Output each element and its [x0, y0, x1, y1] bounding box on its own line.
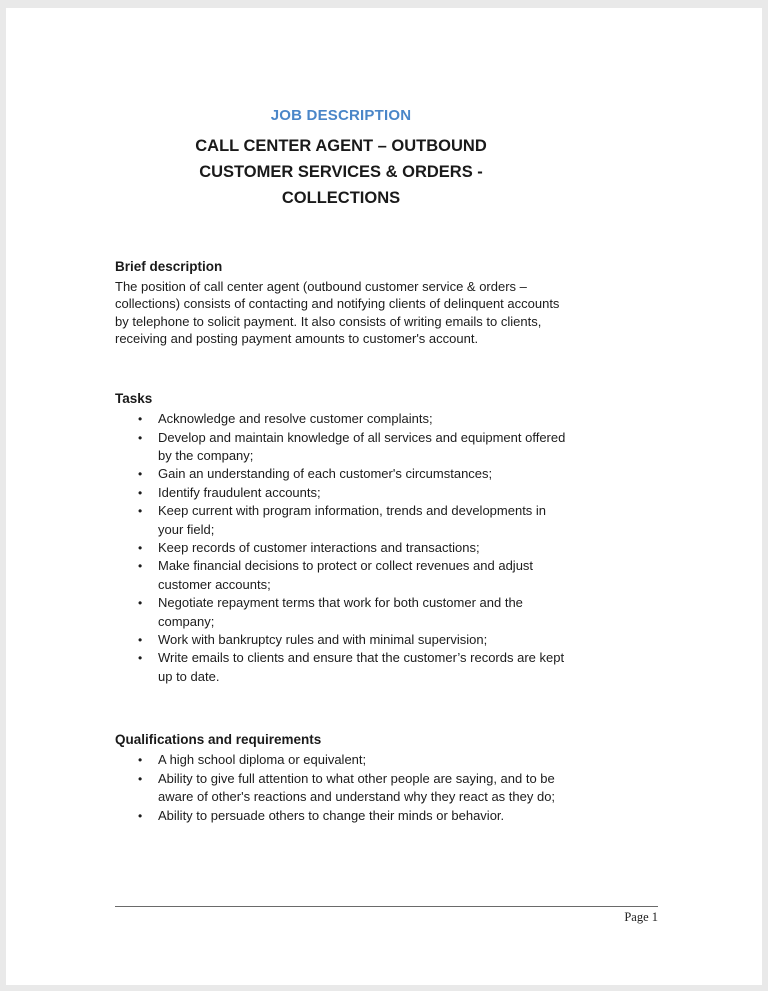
bullet-icon: • [138, 485, 143, 500]
document-title [115, 133, 567, 211]
section-brief-description [115, 259, 567, 347]
bullet-icon: • [138, 504, 143, 519]
qualifications-list [115, 751, 567, 825]
list-item-text: Keep records of customer interactions and transactions; [158, 540, 480, 556]
list-item-text: Identify fraudulent accounts; [158, 484, 321, 500]
list-item [115, 807, 567, 825]
list-item-text: Keep current with program information, trends and developments in your field; [158, 503, 547, 537]
section-qualifications [115, 732, 567, 825]
list-item-text: Ability to give full attention to what other people are saying, and to be aware of other's reactions and understand why they react as they do; [158, 770, 556, 805]
list-item [115, 539, 567, 557]
bullet-icon: • [138, 633, 143, 648]
bullet-icon: • [138, 430, 143, 445]
list-item-text: Negotiate repayment terms that work for both customer and the company; [158, 595, 523, 629]
bullet-icon: • [138, 467, 143, 482]
list-item-text: Write emails to clients and ensure that the customer’s records are kept up to date. [158, 650, 565, 684]
page-number: Page 1 [624, 910, 658, 924]
title-line-2: CUSTOMER SERVICES & ORDERS - [199, 163, 483, 181]
brief-description-heading: Brief description [115, 259, 223, 274]
list-item [115, 410, 567, 428]
bullet-icon: • [138, 771, 143, 786]
bullet-icon: • [138, 559, 143, 574]
bullet-icon: • [138, 412, 143, 427]
list-item-text: Ability to persuade others to change their minds or behavior. [158, 807, 505, 823]
qualifications-heading: Qualifications and requirements [115, 732, 322, 748]
list-item-text: Develop and maintain knowledge of all services and equipment offered by the company; [158, 429, 566, 463]
list-item-text: Work with bankruptcy rules and with minimal supervision; [158, 632, 488, 648]
document-type-label: JOB DESCRIPTION [270, 107, 412, 124]
bullet-icon: • [138, 651, 143, 666]
tasks-list [115, 410, 567, 686]
list-item [115, 631, 567, 649]
list-item-text: A high school diploma or equivalent; [158, 752, 367, 768]
bullet-icon: • [138, 596, 143, 611]
bullet-icon: • [138, 753, 143, 768]
list-item-text: Gain an understanding of each customer's circumstances; [158, 466, 493, 482]
list-item [115, 484, 567, 502]
list-item-text: Acknowledge and resolve customer complaints; [158, 411, 433, 427]
list-item [115, 429, 567, 466]
list-item [115, 465, 567, 483]
list-item [115, 649, 567, 686]
document-page [6, 8, 762, 985]
list-item [115, 502, 567, 539]
title-line-3: COLLECTIONS [281, 189, 401, 207]
list-item [115, 594, 567, 631]
document-content [115, 8, 567, 825]
list-item-text: Make financial decisions to protect or collect revenues and adjust customer accounts; [158, 558, 534, 592]
brief-description-paragraph: The position of call center agent (outbound customer service & orders – collections) consists of contacting and notifying clients of delinquent accounts by telephone to solicit payment. It also consists of writing emails to clients, receiving and posting payment amounts to customer's account. [115, 279, 560, 346]
list-item [115, 557, 567, 594]
bullet-icon: • [138, 541, 143, 556]
title-line-1: CALL CENTER AGENT – OUTBOUND [195, 137, 487, 155]
tasks-heading: Tasks [115, 391, 153, 407]
bullet-icon: • [138, 808, 143, 823]
list-item [115, 770, 567, 807]
footer-divider [115, 906, 658, 907]
section-tasks [115, 391, 567, 686]
list-item [115, 751, 567, 769]
page-footer [115, 906, 658, 925]
